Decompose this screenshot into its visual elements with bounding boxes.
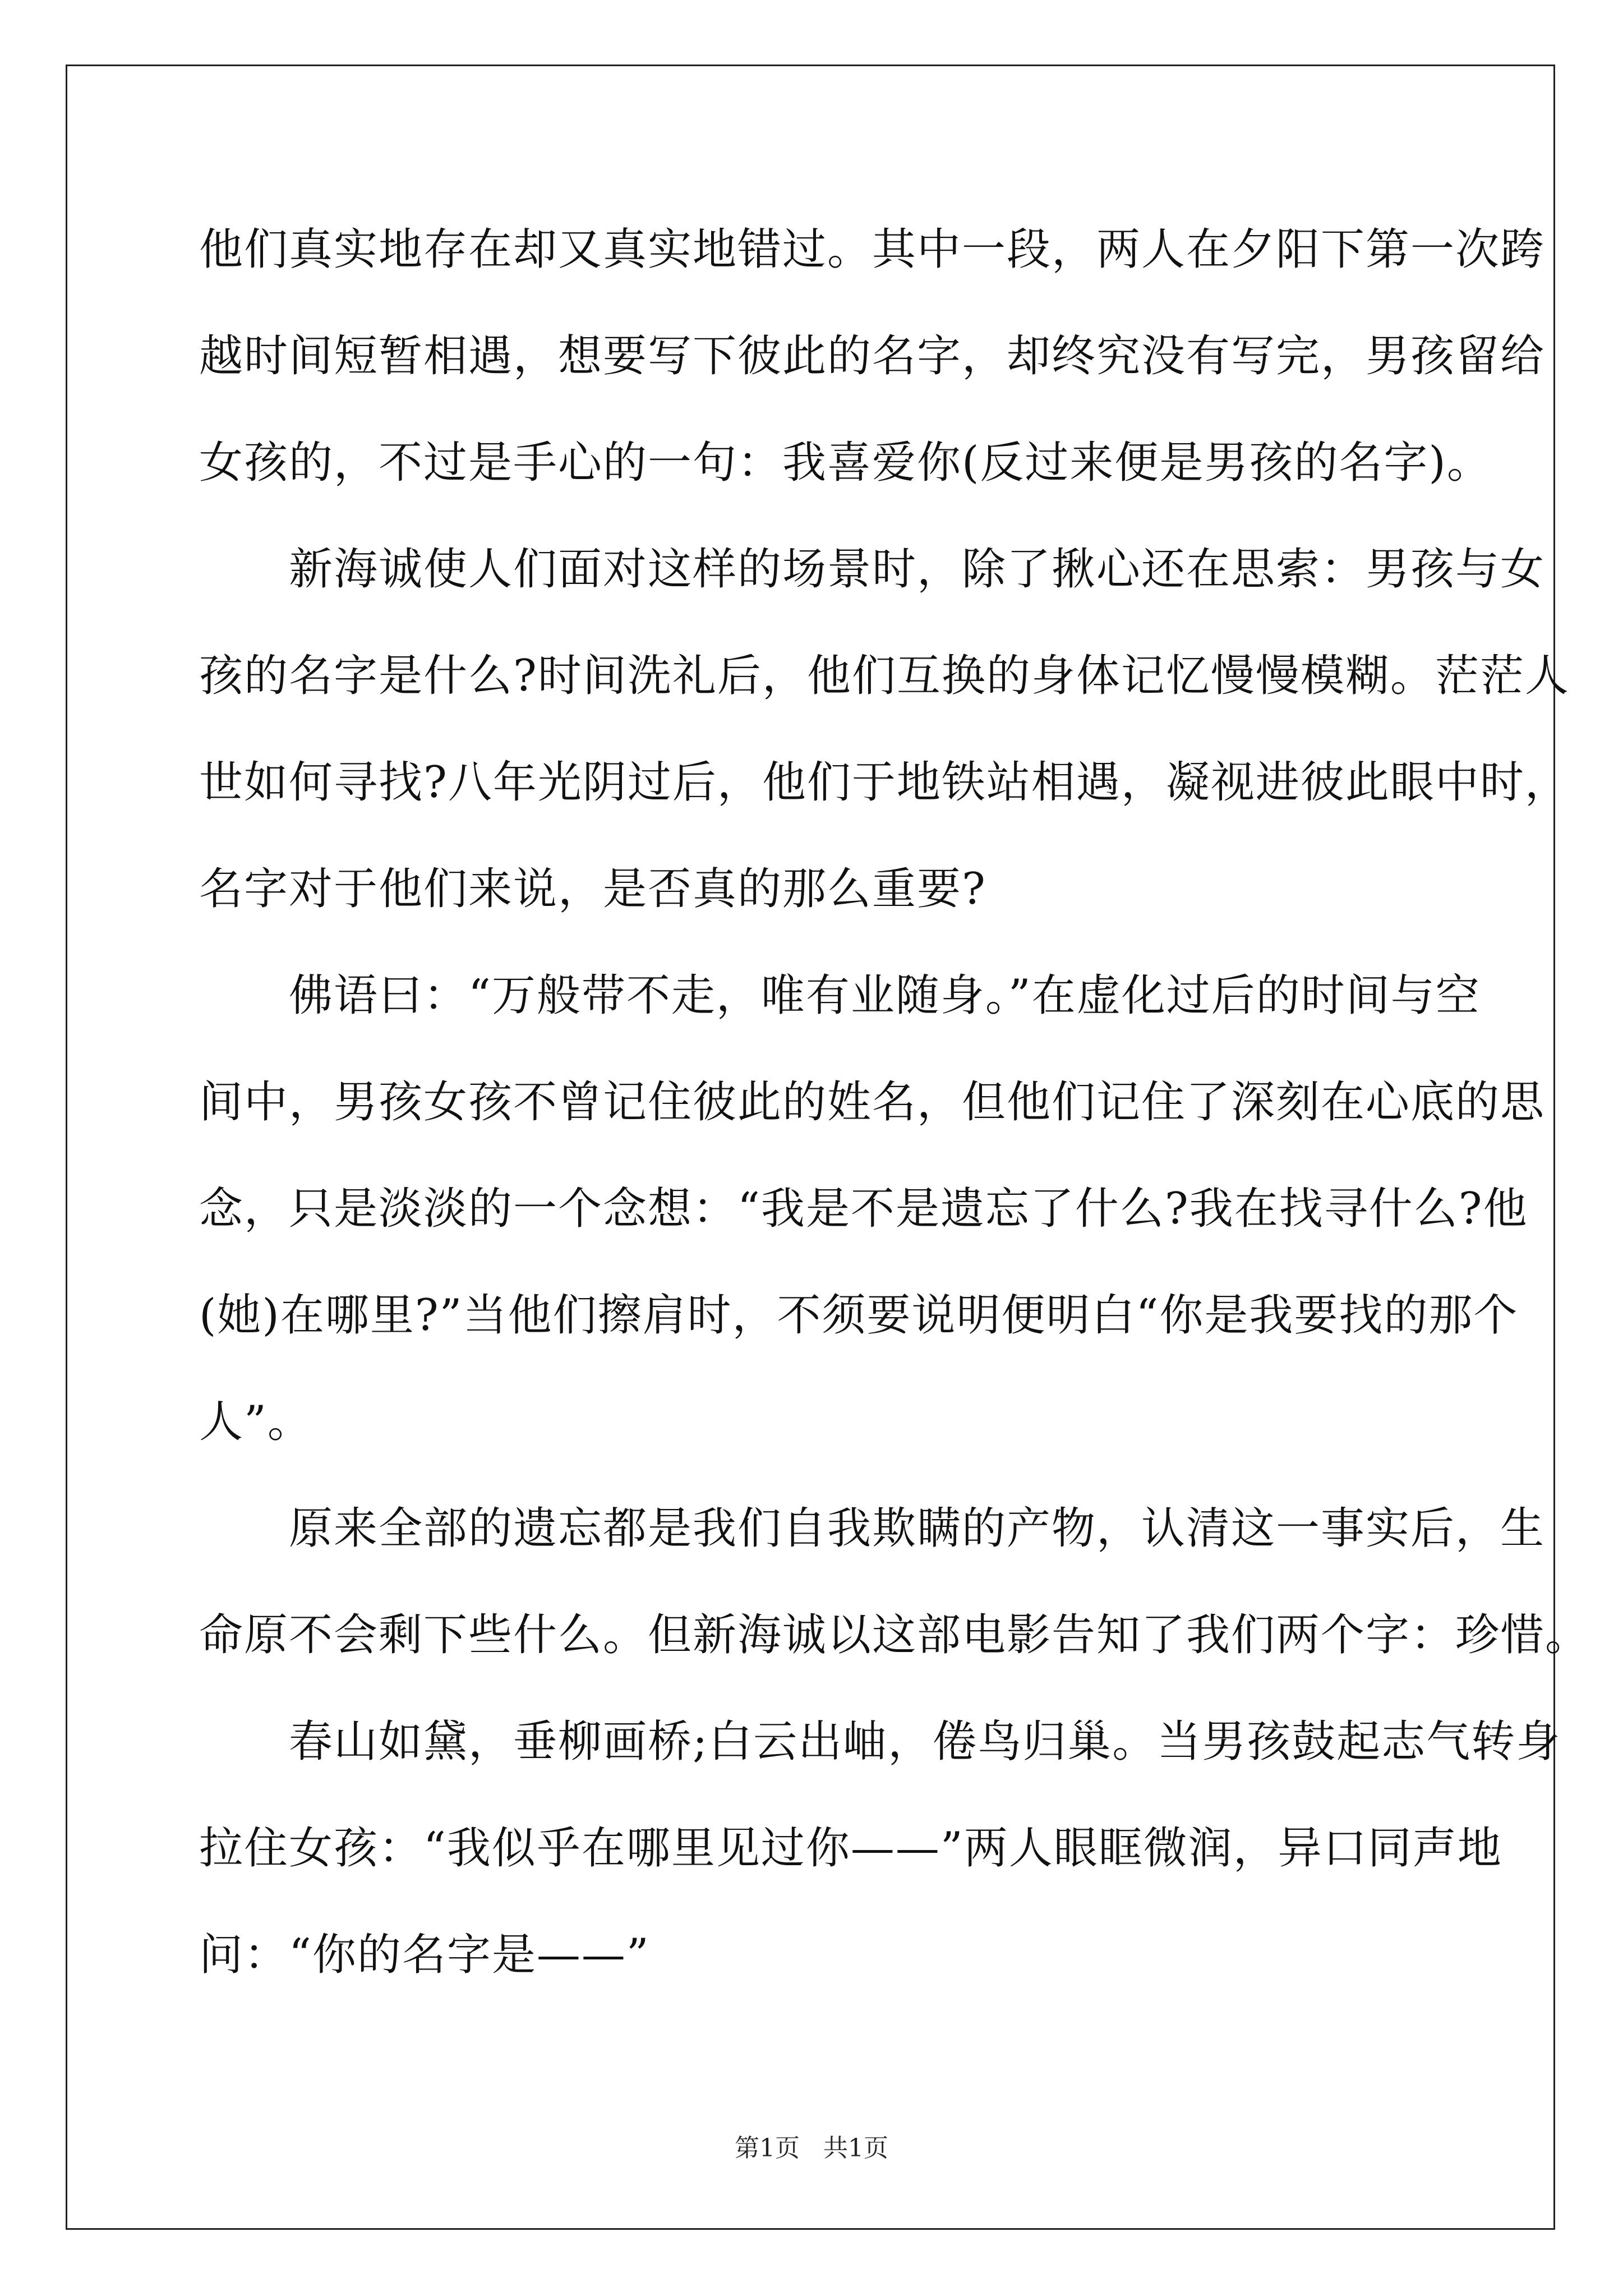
text-line: 拉住女孩：“我似乎在哪里见过你——”两人眼眶微润，异口同声地 xyxy=(199,1823,1502,1874)
text-line: 越时间短暂相遇，想要写下彼此的名字，却终究没有写完，男孩留给 xyxy=(199,331,1546,381)
text-line: 名字对于他们来说，是否真的那么重要? xyxy=(199,864,986,914)
text-line: 女孩的，不过是手心的一句：我喜爱你(反过来便是男孩的名字)。 xyxy=(199,438,1492,488)
text-line: 佛语曰：“万般带不走，唯有业随身。”在虚化过后的时间与空 xyxy=(199,970,1481,1021)
page-total: 共1页 xyxy=(823,2134,888,2162)
text-line: (她)在哪里?”当他们擦肩时，不须要说明便明白“你是我要找的那个 xyxy=(199,1290,1519,1341)
text-line: 世如何寻找?八年光阴过后，他们于地铁站相遇，凝视进彼此眼中时， xyxy=(199,757,1570,808)
text-line: 念，只是淡淡的一个念想：“我是不是遗忘了什么?我在找寻什么?他 xyxy=(199,1184,1528,1234)
page-footer xyxy=(0,2132,1623,2165)
text-line: 命原不会剩下些什么。但新海诚以这部电影告知了我们两个字：珍惜。 xyxy=(199,1610,1590,1660)
text-line: 间中，男孩女孩不曾记住彼此的姓名，但他们记住了深刻在心底的思 xyxy=(199,1077,1546,1128)
text-line: 他们真实地存在却又真实地错过。其中一段，两人在夕阳下第一次跨 xyxy=(199,224,1546,275)
text-line: 新海诚使人们面对这样的场景时，除了揪心还在思索：男孩与女 xyxy=(199,544,1546,595)
text-line: 孩的名字是什么?时间洗礼后，他们互换的身体记忆慢慢模糊。茫茫人 xyxy=(199,651,1570,701)
text-line: 问：“你的名字是——” xyxy=(199,1930,650,1980)
text-line: 人”。 xyxy=(199,1397,312,1447)
text-line: 原来全部的遗忘都是我们自我欺瞒的产物，认清这一事实后，生 xyxy=(199,1503,1546,1554)
page-number: 第1页 xyxy=(735,2134,800,2162)
text-line: 春山如黛，垂柳画桥;白云出岫，倦鸟归巢。当男孩鼓起志气转身 xyxy=(199,1717,1561,1767)
